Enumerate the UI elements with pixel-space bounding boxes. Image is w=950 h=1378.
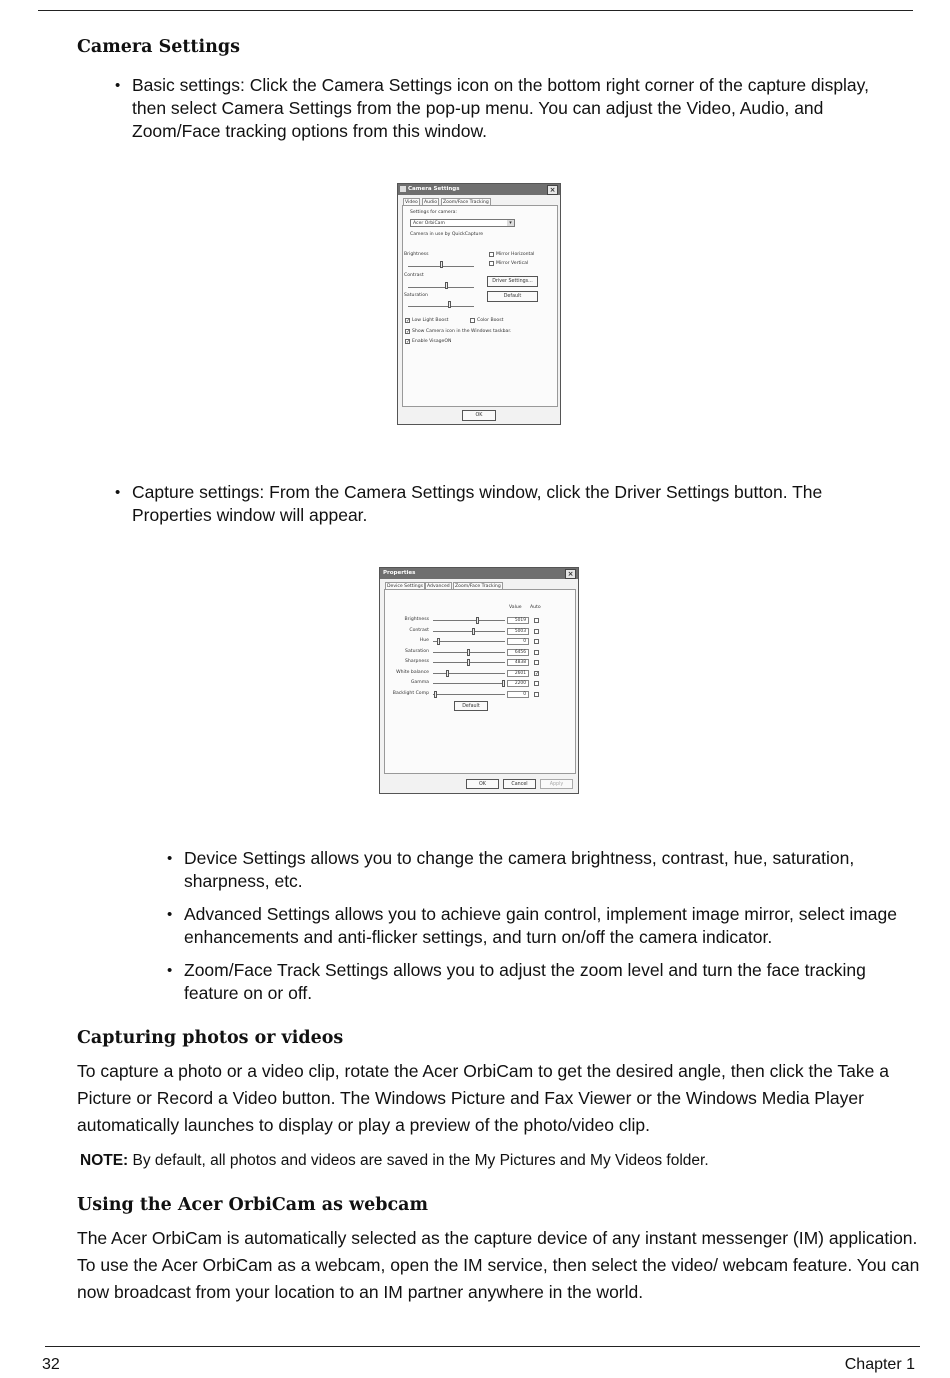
bullet-dot: •: [115, 77, 121, 94]
camera-in-use-label: Camera in use by QuickCapture: [410, 232, 484, 237]
mirror-horizontal-checkbox: [489, 252, 494, 257]
property-label: Brightness: [404, 617, 429, 622]
camera-combo: [410, 219, 515, 227]
property-value: 6456: [507, 649, 529, 656]
low-light-checkbox: ✓: [406, 318, 411, 324]
heading-capturing: Capturing photos or videos: [77, 1028, 344, 1048]
apply-button: Apply: [540, 779, 573, 789]
auto-checkbox: ✓: [535, 670, 540, 677]
property-label: Backlight Comp: [392, 690, 429, 696]
auto-checkbox: [534, 650, 539, 655]
property-value: 5019: [507, 617, 529, 624]
property-value: 0: [507, 691, 529, 698]
enable-visageon-label: Enable VisageON: [412, 339, 452, 344]
brightness-label: Brightness: [404, 252, 429, 257]
sub-bullet-zoom-face: [167, 959, 884, 1005]
property-slider-thumb: [437, 638, 440, 645]
property-slider-thumb: [434, 691, 437, 698]
note: [80, 1152, 709, 1170]
auto-checkbox: [534, 639, 539, 644]
bullet-dot: •: [167, 962, 173, 979]
camera-combo-value: Acer OrbiCam: [413, 221, 445, 226]
property-label: Contrast: [409, 627, 429, 633]
bullet-basic-settings: [115, 74, 892, 143]
webcam-paragraph: The Acer OrbiCam is automatically selected as the capture device of any instant messenger (IM) application. To use the Acer OrbiCam as a webcam, open the IM service, then select the video/ webcam feature. You can now broadcast from your location to an IM partner anywhere in the world.: [77, 1228, 920, 1302]
property-slider: [433, 673, 505, 674]
camera-settings-dialog-image: [397, 183, 561, 425]
sub-bullet-zoom-face-text: Zoom/Face Track Settings allows you to adjust the zoom level and turn the face tracking feature on or off.: [184, 960, 866, 1003]
property-slider: [433, 683, 505, 684]
sub-bullet-advanced-settings-text: Advanced Settings allows you to achieve gain control, implement image mirror, select image enhancements and anti-flicker settings, and turn on/off the camera indicator.: [184, 904, 897, 947]
auto-checkbox: [534, 681, 539, 686]
property-label: Gamma: [410, 680, 429, 685]
auto-checkbox: [534, 692, 539, 697]
color-boost-label: Color Boost: [477, 318, 504, 323]
mirror-horizontal-label: Mirror Horizontal: [496, 252, 535, 257]
property-slider: [433, 641, 505, 642]
tab-audio: Audio: [424, 200, 438, 205]
mirror-vertical-checkbox: [489, 261, 494, 266]
dialog-title: Camera Settings: [408, 186, 460, 192]
show-icon-checkbox: ✓: [406, 329, 411, 335]
property-value: 2200: [507, 680, 529, 687]
dialog-title: Properties: [383, 570, 416, 576]
brightness-thumb: [440, 261, 443, 268]
sub-bullet-device-settings: [167, 847, 919, 893]
property-slider: [433, 694, 505, 695]
bullet-capture-settings-text: Capture settings: From the Camera Settings window, click the Driver Settings button. The Properties window will appear.: [132, 482, 823, 525]
tab-video: Video: [405, 200, 418, 205]
tab-device-settings: Device Settings: [387, 584, 424, 589]
contrast-thumb: [445, 282, 448, 289]
property-label: White balance: [396, 669, 429, 675]
default-button: Default: [454, 701, 488, 711]
property-value: 4838: [507, 659, 529, 666]
auto-column-header: Auto: [530, 605, 541, 610]
enable-visageon-checkbox: ✓: [406, 339, 411, 345]
chevron-down-icon: ▾: [507, 220, 514, 226]
close-icon: ×: [547, 185, 558, 195]
bullet-dot: •: [167, 850, 173, 867]
property-slider-thumb: [446, 670, 449, 677]
property-slider-thumb: [502, 680, 505, 687]
auto-checkbox: [534, 660, 539, 665]
capturing-paragraph: To capture a photo or a video clip, rotate the Acer OrbiCam to get the desired angle, then click the Take a Picture or Record a Video button. The Windows Picture and Fax Viewer or the Windows Media Player automatically launches to display or play a preview of the photo/video clip.: [77, 1061, 889, 1135]
property-value: 0: [507, 638, 529, 645]
top-rule: [38, 10, 913, 11]
saturation-slider: [408, 306, 474, 307]
sub-bullet-advanced-settings: [167, 903, 919, 949]
contrast-label: Contrast: [404, 273, 424, 278]
contrast-slider: [408, 287, 474, 288]
cancel-button: Cancel: [503, 779, 536, 789]
color-boost-checkbox: [470, 318, 475, 323]
settings-for-camera-label: Settings for camera:: [410, 210, 457, 215]
auto-checkbox: [534, 618, 539, 623]
show-icon-label: Show Camera icon in the Windows taskbar.: [412, 329, 512, 334]
close-icon: ×: [565, 569, 576, 579]
chapter-label: Chapter 1: [844, 1356, 915, 1373]
low-light-label: Low Light Boost: [412, 318, 449, 323]
dialog-titlebar: [398, 184, 560, 195]
property-slider-thumb: [472, 628, 475, 635]
ok-button: OK: [466, 779, 499, 789]
window-icon: [400, 186, 406, 192]
property-slider-thumb: [467, 659, 470, 666]
saturation-label: Saturation: [404, 293, 428, 298]
tab-zoom-face: Zoom/Face Tracking: [455, 584, 501, 589]
dialog-titlebar: [380, 568, 578, 579]
mirror-vertical-label: Mirror Vertical: [496, 261, 529, 266]
note-label: NOTE:: [80, 1152, 129, 1169]
property-label: Hue: [419, 638, 429, 643]
property-label: Saturation: [405, 648, 429, 654]
page-number: 32: [42, 1356, 60, 1373]
sub-bullet-device-settings-text: Device Settings allows you to change the camera brightness, contrast, hue, saturation, sharpness, etc.: [184, 848, 855, 891]
property-label: Sharpness: [405, 659, 429, 664]
bullet-basic-settings-text: Basic settings: Click the Camera Settings icon on the bottom right corner of the capture display, then select Camera Settings from the pop-up menu. You can adjust the Video, Audio, and Zoom/Face tracking options from this window.: [132, 75, 869, 141]
bullet-dot: •: [115, 484, 121, 501]
heading-webcam: Using the Acer OrbiCam as webcam: [77, 1195, 428, 1215]
auto-checkbox: [534, 629, 539, 634]
property-slider: [433, 620, 505, 621]
property-slider-thumb: [467, 649, 470, 656]
saturation-thumb: [448, 301, 451, 308]
note-text: By default, all photos and videos are saved in the My Pictures and My Videos folder.: [128, 1152, 709, 1169]
heading-camera-settings: Camera Settings: [77, 37, 240, 57]
value-column-header: Value: [509, 605, 522, 610]
property-slider-thumb: [476, 617, 479, 624]
bullet-capture-settings: [115, 481, 902, 527]
bottom-rule: [45, 1346, 920, 1347]
tab-zoom-face: Zoom/Face Tracking: [443, 200, 489, 205]
property-value: 2601: [507, 670, 529, 677]
tab-advanced: Advanced: [427, 584, 450, 589]
ok-button: OK: [462, 410, 496, 421]
default-button: Default: [487, 291, 538, 302]
properties-dialog-image: [379, 567, 579, 794]
bullet-dot: •: [167, 906, 173, 923]
property-value: 5003: [507, 628, 529, 635]
property-slider: [433, 631, 505, 632]
driver-settings-button: Driver Settings...: [487, 276, 538, 287]
